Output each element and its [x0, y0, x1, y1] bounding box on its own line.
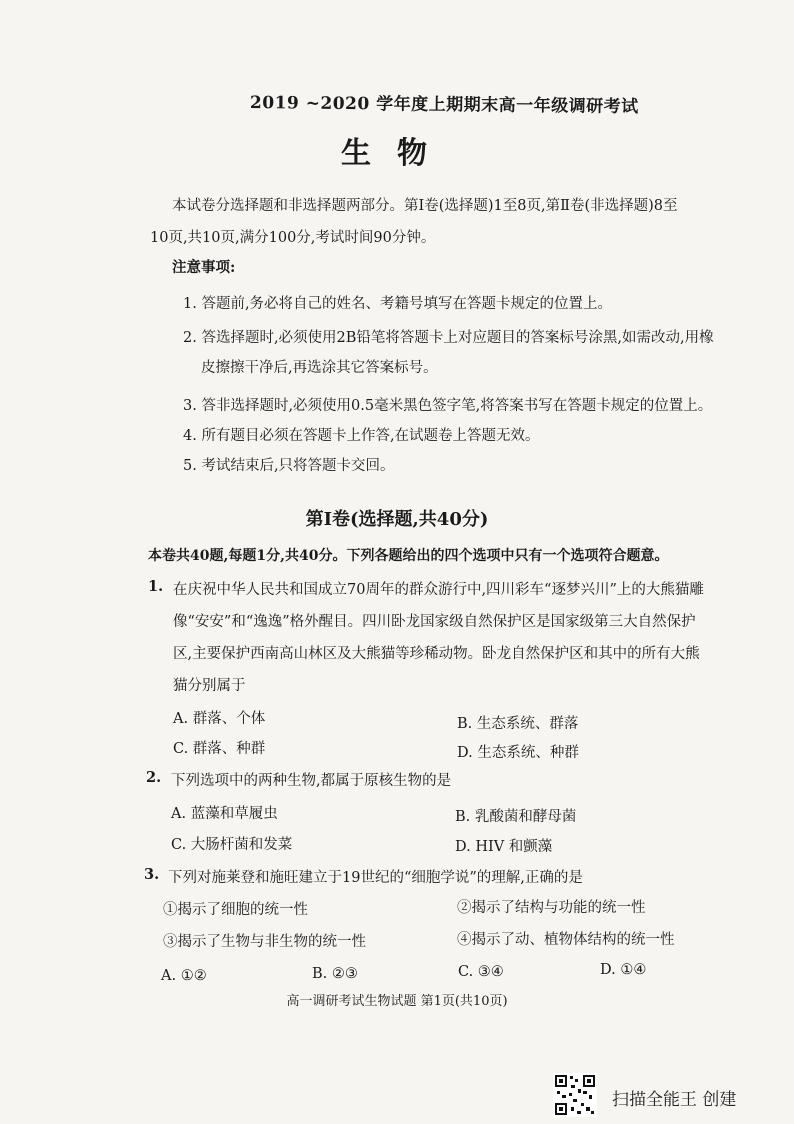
- question-3-option-c: C. ③④: [458, 964, 504, 980]
- question-1-option-a: A. 群落、个体: [173, 711, 266, 727]
- question-3-option-b: B. ②③: [312, 966, 358, 982]
- qr-code-icon: [553, 1073, 597, 1117]
- intro-line-2: 10页,共10页,满分100分,考试时间90分钟。: [150, 230, 436, 246]
- section-description: 本卷共40题,每题1分,共40分。下列各题给出的四个选项中只有一个选项符合题意。: [148, 548, 669, 564]
- question-2-option-a: A. 蓝藻和草履虫: [171, 806, 278, 822]
- question-3-statement-1: ①揭示了细胞的统一性: [163, 902, 308, 918]
- question-1-line-2: 像“安安”和“逸逸”格外醒目。四川卧龙国家级自然保护区是国家级第三大自然保护: [173, 614, 696, 630]
- question-3-statement-2: ②揭示了结构与功能的统一性: [457, 900, 646, 916]
- notice-item-5: 5. 考试结束后,只将答题卡交回。: [183, 458, 395, 474]
- question-3-statement-4: ④揭示了动、植物体结构的统一性: [457, 932, 675, 948]
- question-2-option-d: D. HIV 和颤藻: [455, 839, 553, 855]
- scanner-watermark-text: 扫描全能王 创建: [612, 1090, 737, 1110]
- question-2-number: 2.: [146, 769, 162, 786]
- question-1-line-1: 在庆祝中华人民共和国成立70周年的群众游行中,四川彩车“逐梦兴川”上的大熊猫雕: [173, 582, 704, 598]
- question-2-line-1: 下列选项中的两种生物,都属于原核生物的是: [171, 773, 452, 789]
- notice-item-2: 2. 答选择题时,必须使用2B铅笔将答题卡上对应题目的答案标号涂黑,如需改动,用橡: [183, 330, 714, 346]
- question-3-option-d: D. ①④: [600, 962, 647, 978]
- question-3-option-a: A. ①②: [161, 968, 207, 984]
- question-1-option-c: C. 群落、种群: [173, 741, 266, 757]
- exam-title: 2019 ~2020 学年度上期期末高一年级调研考试: [249, 93, 639, 118]
- question-3-number: 3.: [144, 866, 160, 883]
- notice-item-3: 3. 答非选择题时,必须使用0.5毫米黑色签字笔,将答案书写在答题卡规定的位置上。: [183, 398, 713, 414]
- question-2-option-b: B. 乳酸菌和酵母菌: [455, 809, 577, 825]
- question-1-option-b: B. 生态系统、群落: [457, 716, 579, 732]
- question-1-number: 1.: [148, 578, 164, 595]
- notice-item-1: 1. 答题前,务必将自己的姓名、考籍号填写在答题卡规定的位置上。: [183, 296, 613, 312]
- question-1-line-3: 区,主要保护西南高山林区及大熊猫等珍稀动物。卧龙自然保护区和其中的所有大熊: [173, 646, 700, 662]
- intro-paragraph: [150, 190, 772, 254]
- subject-title: 生物: [341, 136, 453, 171]
- question-3-line-1: 下列对施莱登和施旺建立于19世纪的“细胞学说”的理解,正确的是: [168, 870, 583, 886]
- notice-item-2-continued: 皮擦擦干净后,再选涂其它答案标号。: [201, 360, 438, 376]
- section-title: 第Ⅰ卷(选择题,共40分): [305, 509, 489, 530]
- question-2-option-c: C. 大肠杆菌和发菜: [171, 837, 293, 853]
- question-1-line-4: 猫分别属于: [173, 678, 246, 694]
- intro-line-1: 本试卷分选择题和非选择题两部分。第Ⅰ卷(选择题)1至8页,第Ⅱ卷(非选择题)8至: [172, 198, 678, 214]
- notice-item-4: 4. 所有题目必须在答题卡上作答,在试题卷上答题无效。: [183, 428, 540, 444]
- question-1-option-d: D. 生态系统、种群: [457, 745, 579, 761]
- question-3-statement-3: ③揭示了生物与非生物的统一性: [163, 934, 366, 950]
- page-footer: 高一调研考试生物试题 第1页(共10页): [286, 994, 508, 1009]
- notice-heading: 注意事项:: [172, 259, 236, 276]
